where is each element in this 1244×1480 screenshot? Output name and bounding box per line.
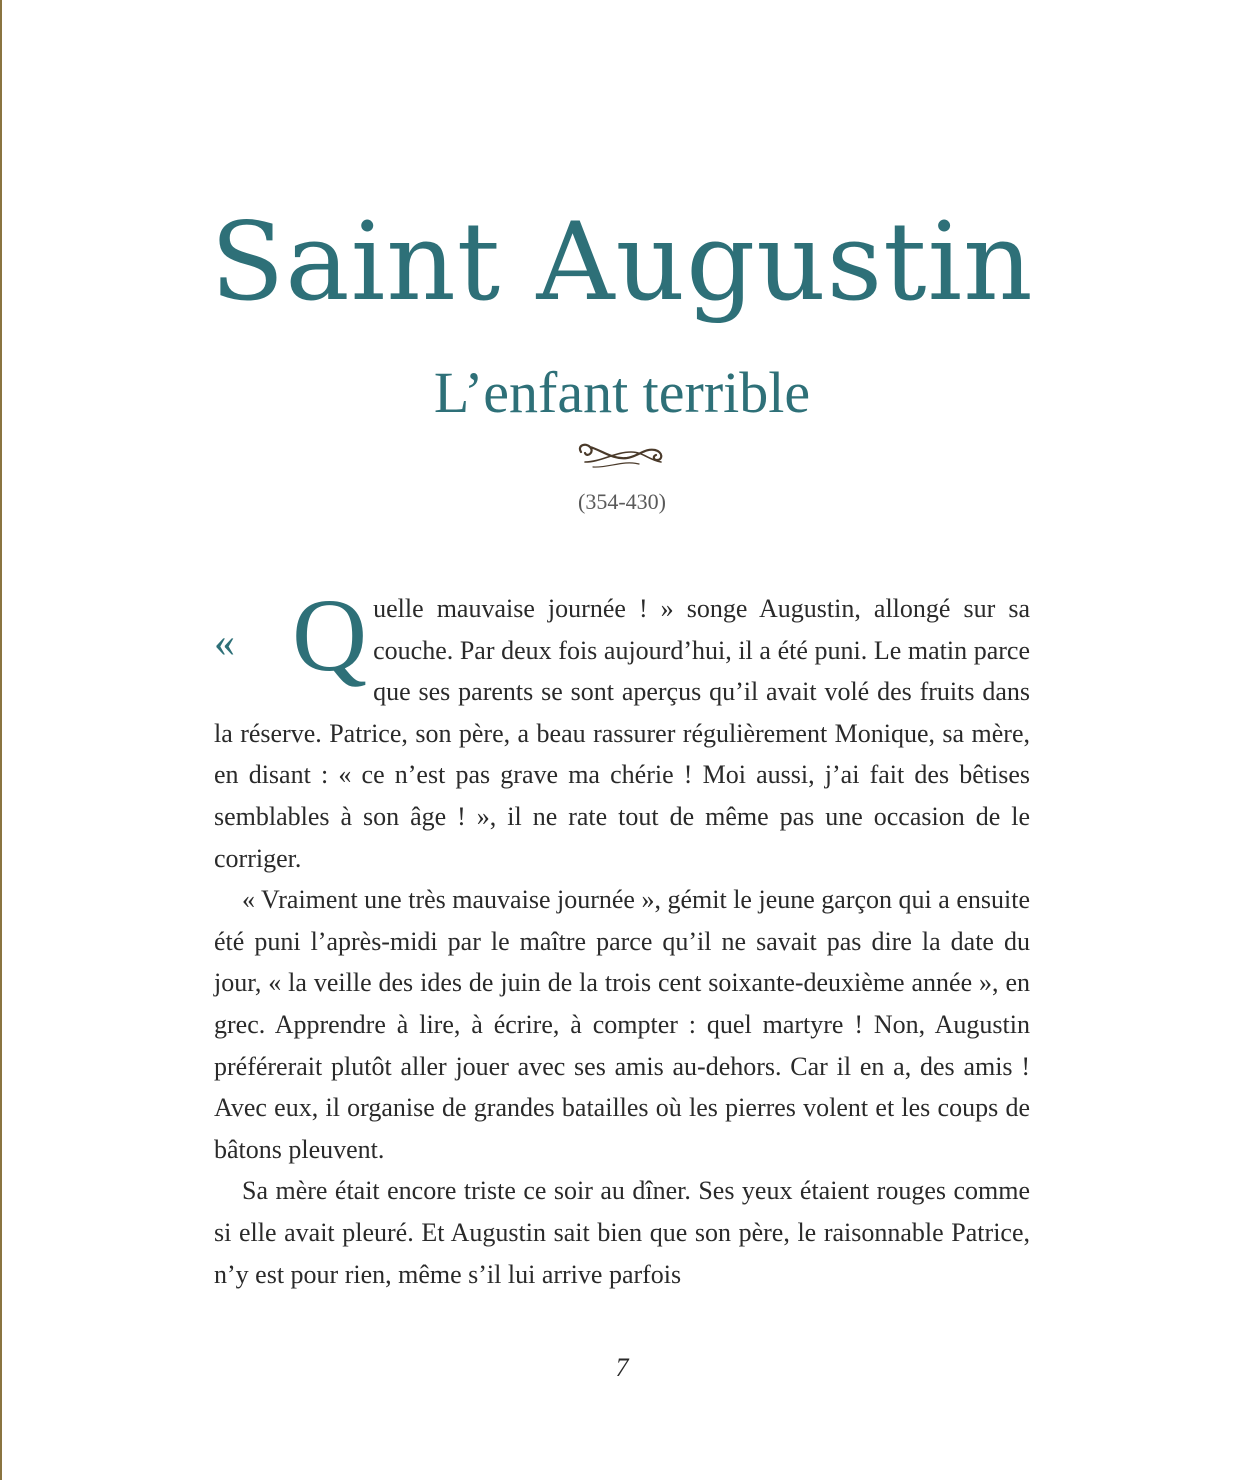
- body-text: [214, 578, 1030, 1295]
- paragraph: [214, 578, 1030, 879]
- drop-cap: Q: [292, 578, 368, 693]
- life-dates: (354-430): [578, 489, 666, 514]
- paragraph-text: uelle mauvaise journée ! » songe Augustin, allongé sur sa couche. Par deux fois aujourd’hui, il a été puni. Le matin parce que ses parents se sont aperçus qu’il avait volé des fruits dans la réserve. Patrice, son père, a beau rassurer régulièrement Monique, sa mère, en disant : « ce n’est pas grave ma chérie ! Moi aussi, j’ai fait des bêtises semblables à son âge ! », il ne rate tout de même pas une occasion de le corriger.: [214, 594, 1030, 873]
- flourish-ornament-icon: [575, 438, 667, 472]
- chapter-title: Saint Augustin: [210, 200, 1034, 325]
- chapter-subtitle: L’enfant terrible: [433, 360, 811, 425]
- paragraph: Sa mère était encore triste ce soir au dîner. Ses yeux étaient rouges comme si elle avait pleuré. Et Augustin sait bien que son père, le raisonnable Patrice, n’y est pour rien, même s’il lui arrive parfois: [214, 1176, 1030, 1289]
- opening-quote: «: [214, 620, 235, 666]
- page-number: 7: [615, 1353, 629, 1382]
- paragraph: « Vraiment une très mauvaise journée », gémit le jeune garçon qui a ensuite été puni l’après-midi par le maître parce qu’il ne savait pas dire la date du jour, « la veille des ides de juin de la trois cent soixante-deuxième année », en grec. Apprendre à lire, à écrire, à compter : quel martyre ! Non, Augustin préférerait plutôt aller jouer avec ses amis au-dehors. Car il en a, des amis ! Avec eux, il organise de grandes batailles où les pierres volent et les coups de bâtons pleuvent.: [214, 885, 1030, 1164]
